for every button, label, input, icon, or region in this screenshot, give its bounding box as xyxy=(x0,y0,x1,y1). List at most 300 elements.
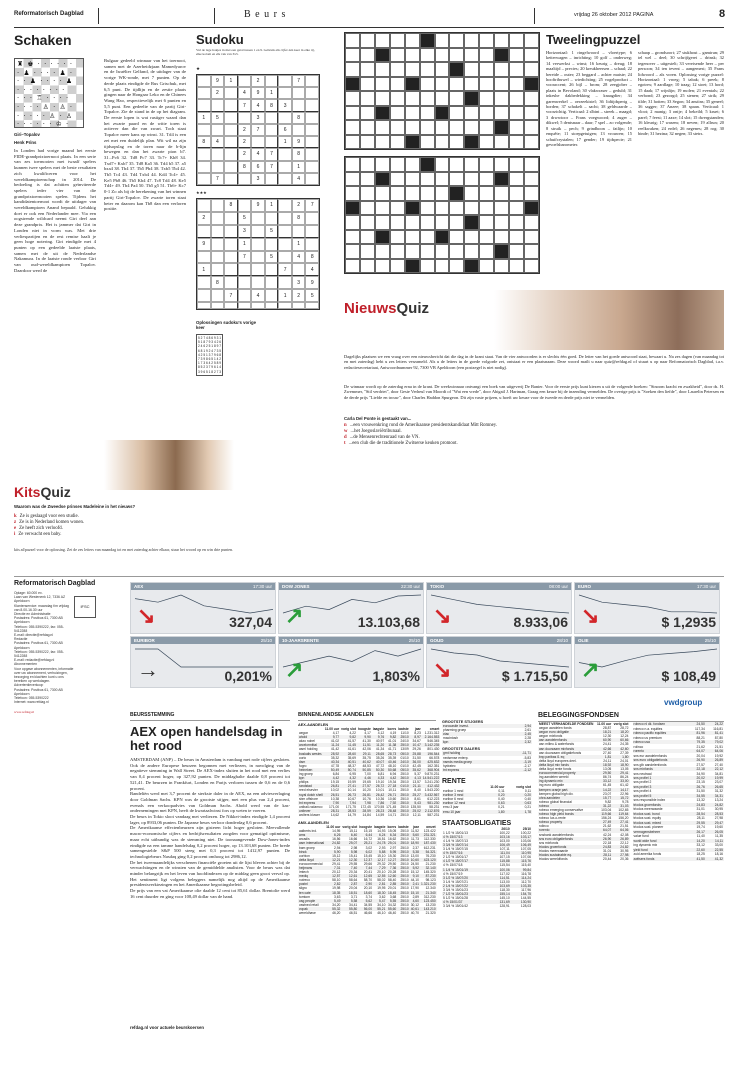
crossword-cell[interactable] xyxy=(435,186,450,201)
crossword-cell[interactable] xyxy=(375,230,390,245)
sudoku-cell[interactable] xyxy=(211,148,225,160)
sudoku-cell[interactable]: 7 xyxy=(238,251,252,264)
sudoku-cell[interactable]: 9 xyxy=(251,199,265,212)
crossword-cell[interactable] xyxy=(405,186,420,201)
crossword-cell[interactable] xyxy=(375,201,390,216)
crossword-cell[interactable] xyxy=(479,120,494,135)
crossword-cell[interactable] xyxy=(375,135,390,150)
sudoku-cell[interactable] xyxy=(278,148,292,160)
sudoku-cell[interactable]: 2 xyxy=(238,136,252,148)
sudoku-cell[interactable]: 8 xyxy=(211,276,225,289)
sudoku-cell[interactable] xyxy=(278,87,292,99)
sudoku-cell[interactable]: 4 xyxy=(251,148,265,160)
sudoku-cell[interactable]: 8 xyxy=(292,112,306,124)
crossword-cell[interactable] xyxy=(345,77,360,92)
sudoku-cell[interactable]: 7 xyxy=(305,199,319,212)
crossword-cell[interactable] xyxy=(494,48,509,63)
crossword-cell[interactable] xyxy=(494,157,509,172)
crossword-cell[interactable] xyxy=(449,157,464,172)
crossword-cell[interactable] xyxy=(405,106,420,121)
crossword-cell[interactable] xyxy=(524,135,539,150)
crossword-cell[interactable] xyxy=(524,48,539,63)
crossword-cell[interactable] xyxy=(524,91,539,106)
sudoku-cell[interactable] xyxy=(197,173,211,185)
sudoku-cell[interactable]: 3 xyxy=(251,173,265,185)
sudoku-grid-hard[interactable] xyxy=(196,198,320,310)
crossword-cell[interactable] xyxy=(420,120,435,135)
sudoku-cell[interactable]: 8 xyxy=(265,99,279,111)
sudoku-cell[interactable]: 5 xyxy=(305,289,319,302)
sudoku-cell[interactable] xyxy=(292,124,306,136)
crossword-cell[interactable] xyxy=(524,33,539,48)
crossword-cell[interactable] xyxy=(390,48,405,63)
sudoku-cell[interactable] xyxy=(224,99,238,111)
sudoku-cell[interactable] xyxy=(197,99,211,111)
crossword-cell[interactable] xyxy=(375,157,390,172)
sudoku-cell[interactable]: 2 xyxy=(292,289,306,302)
sudoku-cell[interactable] xyxy=(224,225,238,238)
crossword-cell[interactable] xyxy=(509,201,524,216)
sudoku-cell[interactable]: 7 xyxy=(238,99,252,111)
sudoku-cell[interactable] xyxy=(224,161,238,173)
sudoku-cell[interactable] xyxy=(238,276,252,289)
sudoku-cell[interactable] xyxy=(305,124,319,136)
sudoku-cell[interactable] xyxy=(224,263,238,276)
sudoku-cell[interactable] xyxy=(305,99,319,111)
sudoku-cell[interactable] xyxy=(238,302,252,309)
sudoku-cell[interactable]: 9 xyxy=(292,136,306,148)
crossword-grid-1[interactable] xyxy=(344,32,540,150)
sudoku-cell[interactable]: 5 xyxy=(211,112,225,124)
crossword-cell[interactable] xyxy=(435,244,450,259)
sudoku-cell[interactable] xyxy=(278,199,292,212)
crossword-cell[interactable] xyxy=(524,186,539,201)
sudoku-cell[interactable]: 5 xyxy=(238,212,252,225)
sudoku-cell[interactable] xyxy=(238,173,252,185)
crossword-cell[interactable] xyxy=(345,244,360,259)
crossword-cell[interactable] xyxy=(435,48,450,63)
crossword-cell[interactable] xyxy=(360,157,375,172)
crossword-cell[interactable] xyxy=(360,120,375,135)
crossword-cell[interactable] xyxy=(390,230,405,245)
crossword-cell[interactable] xyxy=(479,48,494,63)
crossword-cell[interactable] xyxy=(405,77,420,92)
sudoku-cell[interactable] xyxy=(265,276,279,289)
sudoku-cell[interactable]: 7 xyxy=(211,173,225,185)
crossword-cell[interactable] xyxy=(360,215,375,230)
sudoku-cell[interactable] xyxy=(238,289,252,302)
crossword-cell[interactable] xyxy=(375,48,390,63)
sudoku-cell[interactable] xyxy=(265,124,279,136)
sudoku-cell[interactable]: 4 xyxy=(305,263,319,276)
crossword-cell[interactable] xyxy=(375,91,390,106)
sudoku-cell[interactable] xyxy=(251,225,265,238)
sudoku-cell[interactable]: 8 xyxy=(238,161,252,173)
crossword-cell[interactable] xyxy=(345,48,360,63)
sudoku-cell[interactable]: 7 xyxy=(224,289,238,302)
crossword-cell[interactable] xyxy=(464,77,479,92)
sudoku-cell[interactable] xyxy=(224,251,238,264)
sudoku-cell[interactable] xyxy=(251,136,265,148)
crossword-cell[interactable] xyxy=(345,201,360,216)
crossword-cell[interactable] xyxy=(449,259,464,274)
crossword-cell[interactable] xyxy=(390,77,405,92)
sudoku-cell[interactable] xyxy=(265,238,279,251)
crossword-cell[interactable] xyxy=(390,172,405,187)
sudoku-cell[interactable]: 1 xyxy=(278,289,292,302)
crossword-cell[interactable] xyxy=(360,48,375,63)
crossword-cell[interactable] xyxy=(360,230,375,245)
crossword-cell[interactable] xyxy=(420,77,435,92)
crossword-cell[interactable] xyxy=(524,172,539,187)
sudoku-cell[interactable]: 9 xyxy=(305,276,319,289)
crossword-cell[interactable] xyxy=(435,157,450,172)
crossword-cell[interactable] xyxy=(509,172,524,187)
sudoku-cell[interactable]: 4 xyxy=(251,289,265,302)
crossword-cell[interactable] xyxy=(524,244,539,259)
crossword-cell[interactable] xyxy=(420,230,435,245)
crossword-cell[interactable] xyxy=(345,120,360,135)
sudoku-cell[interactable]: 7 xyxy=(265,161,279,173)
crossword-cell[interactable] xyxy=(464,120,479,135)
crossword-cell[interactable] xyxy=(449,172,464,187)
crossword-cell[interactable] xyxy=(509,230,524,245)
crossword-cell[interactable] xyxy=(524,120,539,135)
sudoku-cell[interactable] xyxy=(292,302,306,309)
sudoku-cell[interactable] xyxy=(238,75,252,87)
crossword-cell[interactable] xyxy=(449,186,464,201)
news-quiz-options[interactable] xyxy=(344,423,724,447)
crossword-cell[interactable] xyxy=(524,215,539,230)
sudoku-cell[interactable] xyxy=(197,161,211,173)
crossword-cell[interactable] xyxy=(345,33,360,48)
sudoku-cell[interactable] xyxy=(265,289,279,302)
sudoku-cell[interactable] xyxy=(278,212,292,225)
sudoku-cell[interactable]: 3 xyxy=(278,99,292,111)
crossword-cell[interactable] xyxy=(435,33,450,48)
crossword-cell[interactable] xyxy=(464,91,479,106)
sudoku-cell[interactable] xyxy=(224,148,238,160)
sudoku-cell[interactable]: 7 xyxy=(292,75,306,87)
sudoku-cell[interactable] xyxy=(251,238,265,251)
sudoku-cell[interactable] xyxy=(265,212,279,225)
crossword-cell[interactable] xyxy=(479,230,494,245)
crossword-cell[interactable] xyxy=(375,186,390,201)
crossword-cell[interactable] xyxy=(479,135,494,150)
crossword-cell[interactable] xyxy=(420,33,435,48)
sudoku-cell[interactable]: 6 xyxy=(278,124,292,136)
crossword-cell[interactable] xyxy=(345,91,360,106)
crossword-cell[interactable] xyxy=(420,91,435,106)
crossword-cell[interactable] xyxy=(494,172,509,187)
sudoku-cell[interactable] xyxy=(224,276,238,289)
crossword-cell[interactable] xyxy=(345,259,360,274)
sudoku-cell[interactable] xyxy=(265,302,279,309)
sudoku-cell[interactable] xyxy=(238,263,252,276)
crossword-cell[interactable] xyxy=(479,215,494,230)
sudoku-cell[interactable]: 3 xyxy=(251,112,265,124)
sudoku-cell[interactable]: 6 xyxy=(251,161,265,173)
sudoku-cell[interactable]: 5 xyxy=(265,251,279,264)
sudoku-cell[interactable] xyxy=(278,302,292,309)
sudoku-cell[interactable]: 2 xyxy=(211,87,225,99)
crossword-cell[interactable] xyxy=(405,48,420,63)
sudoku-cell[interactable] xyxy=(251,263,265,276)
crossword-cell[interactable] xyxy=(405,201,420,216)
crossword-cell[interactable] xyxy=(405,120,420,135)
sudoku-cell[interactable]: 1 xyxy=(265,199,279,212)
crossword-cell[interactable] xyxy=(435,62,450,77)
crossword-cell[interactable] xyxy=(420,62,435,77)
crossword-cell[interactable] xyxy=(479,106,494,121)
crossword-cell[interactable] xyxy=(449,201,464,216)
crossword-cell[interactable] xyxy=(435,106,450,121)
crossword-cell[interactable] xyxy=(405,215,420,230)
crossword-cell[interactable] xyxy=(390,201,405,216)
crossword-cell[interactable] xyxy=(390,244,405,259)
crossword-cell[interactable] xyxy=(405,135,420,150)
crossword-cell[interactable] xyxy=(494,201,509,216)
crossword-cell[interactable] xyxy=(390,91,405,106)
sudoku-cell[interactable] xyxy=(292,99,306,111)
quiz-option[interactable] xyxy=(344,441,724,447)
kids-quiz-options[interactable] xyxy=(14,514,334,538)
sudoku-cell[interactable] xyxy=(265,136,279,148)
crossword-cell[interactable] xyxy=(479,172,494,187)
sudoku-cell[interactable] xyxy=(305,136,319,148)
crossword-cell[interactable] xyxy=(464,106,479,121)
crossword-cell[interactable] xyxy=(435,215,450,230)
crossword-cell[interactable] xyxy=(479,157,494,172)
crossword-cell[interactable] xyxy=(464,201,479,216)
crossword-cell[interactable] xyxy=(479,201,494,216)
sudoku-cell[interactable] xyxy=(265,112,279,124)
sudoku-cell[interactable] xyxy=(211,161,225,173)
crossword-cell[interactable] xyxy=(509,48,524,63)
sudoku-cell[interactable]: 2 xyxy=(197,212,211,225)
crossword-cell[interactable] xyxy=(464,48,479,63)
crossword-cell[interactable] xyxy=(435,77,450,92)
crossword-cell[interactable] xyxy=(405,259,420,274)
crossword-cell[interactable] xyxy=(345,172,360,187)
crossword-cell[interactable] xyxy=(390,120,405,135)
sudoku-cell[interactable] xyxy=(251,276,265,289)
crossword-cell[interactable] xyxy=(494,120,509,135)
sudoku-cell[interactable] xyxy=(265,173,279,185)
crossword-cell[interactable] xyxy=(360,259,375,274)
crossword-cell[interactable] xyxy=(449,91,464,106)
crossword-cell[interactable] xyxy=(509,62,524,77)
crossword-cell[interactable] xyxy=(479,186,494,201)
crossword-cell[interactable] xyxy=(420,106,435,121)
crossword-cell[interactable] xyxy=(345,62,360,77)
crossword-cell[interactable] xyxy=(360,201,375,216)
sudoku-cell[interactable] xyxy=(211,99,225,111)
sudoku-cell[interactable]: 1 xyxy=(197,112,211,124)
market-tile[interactable] xyxy=(130,582,276,634)
sudoku-cell[interactable] xyxy=(305,173,319,185)
crossword-cell[interactable] xyxy=(390,215,405,230)
crossword-cell[interactable] xyxy=(375,120,390,135)
crossword-cell[interactable] xyxy=(524,106,539,121)
sudoku-cell[interactable]: 8 xyxy=(292,212,306,225)
crossword-cell[interactable] xyxy=(375,62,390,77)
crossword-cell[interactable] xyxy=(464,135,479,150)
market-tile[interactable] xyxy=(130,636,276,688)
crossword-cell[interactable] xyxy=(479,91,494,106)
crossword-cell[interactable] xyxy=(435,172,450,187)
sudoku-cell[interactable] xyxy=(305,75,319,87)
sudoku-cell[interactable]: 5 xyxy=(265,225,279,238)
crossword-cell[interactable] xyxy=(375,172,390,187)
crossword-cell[interactable] xyxy=(509,120,524,135)
crossword-cell[interactable] xyxy=(405,172,420,187)
crossword-cell[interactable] xyxy=(449,120,464,135)
sudoku-cell[interactable]: 7 xyxy=(251,124,265,136)
sudoku-cell[interactable]: 2 xyxy=(292,199,306,212)
crossword-cell[interactable] xyxy=(494,106,509,121)
sudoku-cell[interactable] xyxy=(251,251,265,264)
sudoku-cell[interactable]: 2 xyxy=(238,124,252,136)
crossword-cell[interactable] xyxy=(435,135,450,150)
sudoku-cell[interactable]: 4 xyxy=(292,251,306,264)
sudoku-cell[interactable] xyxy=(224,112,238,124)
market-tile[interactable] xyxy=(426,636,572,688)
sudoku-cell[interactable]: 4 xyxy=(238,87,252,99)
crossword-cell[interactable] xyxy=(509,106,524,121)
sudoku-cell[interactable] xyxy=(278,161,292,173)
sudoku-cell[interactable]: 1 xyxy=(292,238,306,251)
crossword-cell[interactable] xyxy=(494,244,509,259)
crossword-cell[interactable] xyxy=(509,186,524,201)
sudoku-cell[interactable]: 8 xyxy=(305,251,319,264)
sudoku-cell[interactable]: 9 xyxy=(197,238,211,251)
crossword-cell[interactable] xyxy=(524,157,539,172)
sudoku-cell[interactable]: 1 xyxy=(265,87,279,99)
sudoku-cell[interactable] xyxy=(305,112,319,124)
sudoku-cell[interactable] xyxy=(278,75,292,87)
crossword-cell[interactable] xyxy=(494,91,509,106)
crossword-cell[interactable] xyxy=(494,230,509,245)
sudoku-cell[interactable]: 2 xyxy=(251,75,265,87)
market-tile[interactable] xyxy=(278,636,424,688)
sudoku-cell[interactable]: 1 xyxy=(238,238,252,251)
sudoku-cell[interactable]: 4 xyxy=(251,99,265,111)
crossword-cell[interactable] xyxy=(449,106,464,121)
sudoku-cell[interactable]: 7 xyxy=(278,263,292,276)
crossword-cell[interactable] xyxy=(524,201,539,216)
crossword-cell[interactable] xyxy=(390,62,405,77)
sudoku-cell[interactable] xyxy=(224,238,238,251)
crossword-cell[interactable] xyxy=(420,172,435,187)
crossword-cell[interactable] xyxy=(390,186,405,201)
sudoku-cell[interactable] xyxy=(197,251,211,264)
crossword-cell[interactable] xyxy=(375,215,390,230)
crossword-cell[interactable] xyxy=(509,33,524,48)
colophon-website[interactable]: www.refdag.nl xyxy=(14,710,35,715)
crossword-cell[interactable] xyxy=(345,230,360,245)
crossword-cell[interactable] xyxy=(464,62,479,77)
sudoku-cell[interactable]: 1 xyxy=(278,136,292,148)
crossword-cell[interactable] xyxy=(524,230,539,245)
crossword-cell[interactable] xyxy=(360,135,375,150)
crossword-cell[interactable] xyxy=(360,77,375,92)
sudoku-cell[interactable] xyxy=(211,199,225,212)
sudoku-cell[interactable] xyxy=(238,112,252,124)
sudoku-cell[interactable] xyxy=(211,289,225,302)
sudoku-cell[interactable] xyxy=(292,263,306,276)
crossword-cell[interactable] xyxy=(494,62,509,77)
sudoku-cell[interactable] xyxy=(197,276,211,289)
crossword-cell[interactable] xyxy=(524,77,539,92)
sudoku-cell[interactable]: 4 xyxy=(292,173,306,185)
market-tile[interactable] xyxy=(426,582,572,634)
crossword-grid-2[interactable] xyxy=(344,156,540,274)
crossword-cell[interactable] xyxy=(435,259,450,274)
crossword-cell[interactable] xyxy=(479,33,494,48)
crossword-cell[interactable] xyxy=(375,259,390,274)
crossword-cell[interactable] xyxy=(449,48,464,63)
crossword-cell[interactable] xyxy=(345,215,360,230)
crossword-cell[interactable] xyxy=(449,230,464,245)
sudoku-cell[interactable] xyxy=(197,199,211,212)
crossword-cell[interactable] xyxy=(420,244,435,259)
sudoku-cell[interactable]: 8 xyxy=(224,199,238,212)
crossword-cell[interactable] xyxy=(494,259,509,274)
crossword-cell[interactable] xyxy=(494,33,509,48)
crossword-cell[interactable] xyxy=(464,259,479,274)
crossword-cell[interactable] xyxy=(345,106,360,121)
sudoku-cell[interactable] xyxy=(224,173,238,185)
sudoku-cell[interactable] xyxy=(278,112,292,124)
crossword-cell[interactable] xyxy=(420,215,435,230)
sudoku-cell[interactable] xyxy=(305,302,319,309)
crossword-cell[interactable] xyxy=(494,215,509,230)
crossword-cell[interactable] xyxy=(360,91,375,106)
sudoku-cell[interactable] xyxy=(211,251,225,264)
sudoku-cell[interactable]: 9 xyxy=(211,75,225,87)
crossword-cell[interactable] xyxy=(375,106,390,121)
sudoku-cell[interactable] xyxy=(197,302,211,309)
crossword-cell[interactable] xyxy=(405,33,420,48)
sudoku-cell[interactable] xyxy=(211,263,225,276)
sudoku-cell[interactable]: 8 xyxy=(292,148,306,160)
sudoku-cell[interactable] xyxy=(265,75,279,87)
market-tile[interactable] xyxy=(574,582,720,634)
crossword-cell[interactable] xyxy=(464,172,479,187)
sudoku-cell[interactable] xyxy=(197,289,211,302)
crossword-cell[interactable] xyxy=(449,244,464,259)
crossword-cell[interactable] xyxy=(509,135,524,150)
sudoku-cell[interactable] xyxy=(211,238,225,251)
crossword-cell[interactable] xyxy=(479,244,494,259)
sudoku-cell[interactable] xyxy=(224,302,238,309)
sudoku-cell[interactable] xyxy=(292,87,306,99)
crossword-cell[interactable] xyxy=(449,33,464,48)
sudoku-cell[interactable] xyxy=(197,124,211,136)
crossword-cell[interactable] xyxy=(360,172,375,187)
crossword-cell[interactable] xyxy=(435,201,450,216)
crossword-cell[interactable] xyxy=(390,135,405,150)
crossword-cell[interactable] xyxy=(509,215,524,230)
crossword-cell[interactable] xyxy=(375,77,390,92)
crossword-cell[interactable] xyxy=(435,230,450,245)
crossword-cell[interactable] xyxy=(360,244,375,259)
sudoku-cell[interactable] xyxy=(224,87,238,99)
crossword-cell[interactable] xyxy=(479,77,494,92)
crossword-cell[interactable] xyxy=(464,215,479,230)
market-tile[interactable] xyxy=(574,636,720,688)
